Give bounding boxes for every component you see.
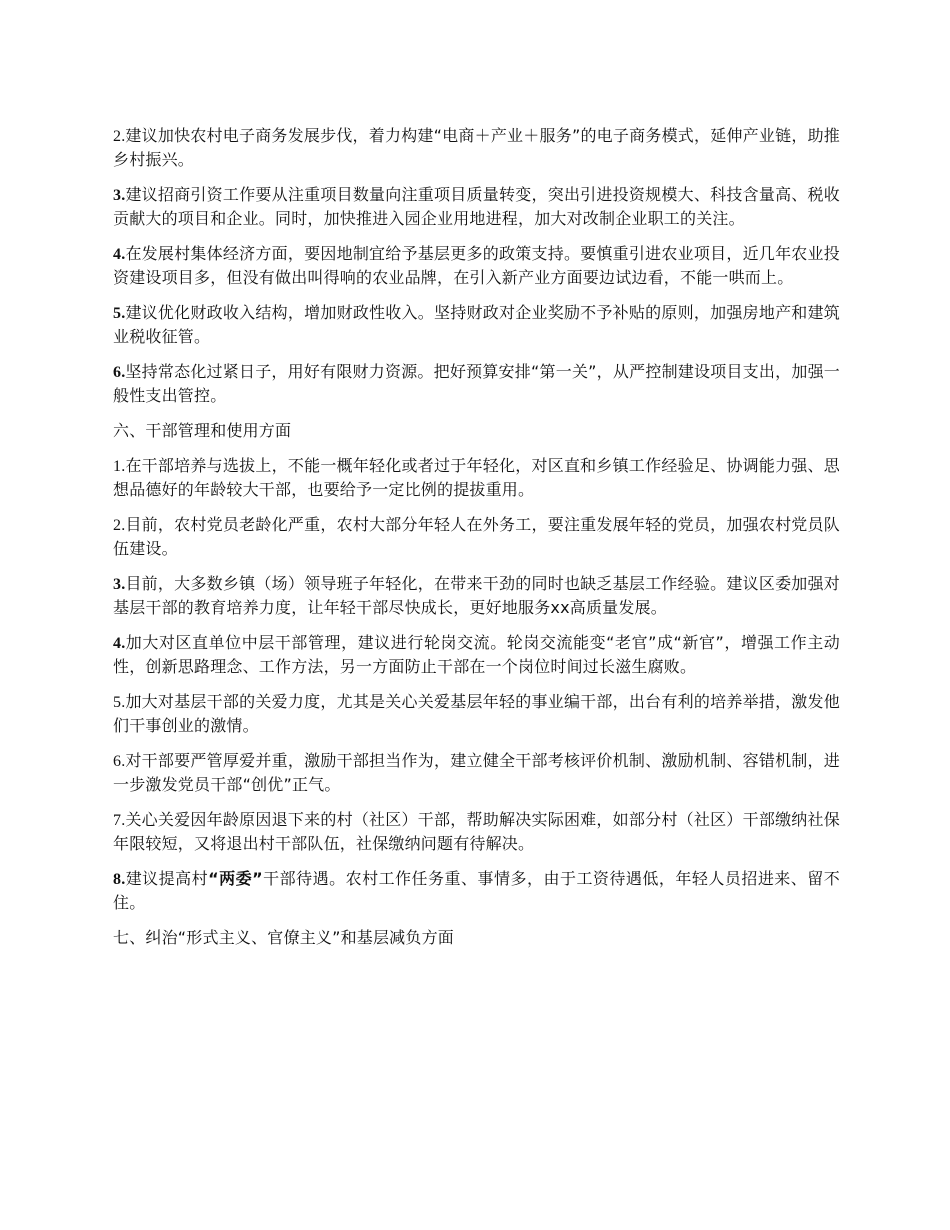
paragraph-text-emphasis: “两委” xyxy=(208,869,263,888)
section6-item-5 xyxy=(113,690,840,737)
paragraph-text: 对干部要严管厚爱并重，激励干部担当作为，建立健全干部考核评价机制、激励机制、容错机制，进一步激发党员干部“创优”正气。 xyxy=(113,751,840,794)
item-number: 3. xyxy=(113,576,126,593)
paragraph-text: 加大对区直单位中层干部管理，建议进行轮岗交流。轮岗交流能变“老官”成“新官”，增强工作主动性，创新思路理念、工作方法，另一方面防止干部在一个岗位时间过长滋生腐败。 xyxy=(113,633,840,676)
paragraph-text: 目前，农村党员老龄化严重，农村大部分年轻人在外务工，要注重发展年轻的党员，加强农村党员队伍建设。 xyxy=(113,515,840,558)
item-number: 4. xyxy=(113,246,126,263)
document-page xyxy=(113,124,840,961)
item-number: 4. xyxy=(113,635,126,652)
paragraph-3 xyxy=(113,183,840,230)
item-number: 7. xyxy=(113,812,126,829)
item-number: 3. xyxy=(113,187,126,204)
item-number: 5. xyxy=(113,305,126,322)
item-number: 6. xyxy=(113,364,126,381)
section6-item-2 xyxy=(113,513,840,560)
item-number: 5. xyxy=(113,694,126,711)
section6-item-4 xyxy=(113,631,840,678)
paragraph-text-rest: 干部待遇。农村工作任务重、事情多，由于工资待遇低，年轻人员招进来、留不住。 xyxy=(113,869,840,912)
paragraph-text: 目前，大多数乡镇（场）领导班子年轻化，在带来干劲的同时也缺乏基层工作经验。建议区委加强对基层干部的教育培养力度，让年轻干部尽快成长，更好地服务xx高质量发展。 xyxy=(113,574,840,617)
paragraph-4 xyxy=(113,242,840,289)
paragraph-2 xyxy=(113,124,840,171)
paragraph-text: 在发展村集体经济方面，要因地制宜给予基层更多的政策支持。要慎重引进农业项目，近几年农业投资建设项目多，但没有做出叫得响的农业品牌，在引入新产业方面要边试边看，不能一哄而上。 xyxy=(113,244,840,287)
section-heading-6: 六、干部管理和使用方面 xyxy=(113,421,292,440)
paragraph-text: 坚持常态化过紧日子，用好有限财力资源。把好预算安排“第一关”，从严控制建设项目支出，加强一般性支出管控。 xyxy=(113,362,840,405)
paragraph-5 xyxy=(113,301,840,348)
paragraph-text: 建议加快农村电子商务发展步伐，着力构建“电商＋产业＋服务”的电子商务模式，延伸产业链，助推乡村振兴。 xyxy=(113,126,840,169)
item-number: 2. xyxy=(113,517,126,534)
paragraph-text: 建议优化财政收入结构，增加财政性收入。坚持财政对企业奖励不予补贴的原则，加强房地产和建筑业税收征管。 xyxy=(113,303,840,346)
paragraph-text-prefix: 建议提高村 xyxy=(125,869,209,888)
paragraph-text: 加大对基层干部的关爱力度，尤其是关心关爱基层年轻的事业编干部，出台有利的培养举措，激发他们干事创业的激情。 xyxy=(113,692,840,735)
item-number: 8. xyxy=(113,871,126,888)
section-heading-7: 七、纠治“形式主义、官僚主义”和基层减负方面 xyxy=(113,928,454,947)
paragraph-text: 在干部培养与选拔上，不能一概年轻化或者过于年轻化，对区直和乡镇工作经验足、协调能力强、思想品德好的年龄较大干部，也要给予一定比例的提拔重用。 xyxy=(113,456,840,499)
paragraph-text: 关心关爱因年龄原因退下来的村（社区）干部，帮助解决实际困难，如部分村（社区）干部缴纳社保年限较短，又将退出村干部队伍，社保缴纳问题有待解决。 xyxy=(113,810,840,853)
section6-item-7 xyxy=(113,808,840,855)
section6-item-3 xyxy=(113,572,840,619)
paragraph-6 xyxy=(113,360,840,407)
item-number: 6. xyxy=(113,753,126,770)
section6-item-8 xyxy=(113,867,840,914)
paragraph-text: 建议招商引资工作要从注重项目数量向注重项目质量转变，突出引进投资规模大、科技含量高、税收贡献大的项目和企业。同时，加快推进入园企业用地进程，加大对改制企业职工的关注。 xyxy=(113,185,840,228)
item-number: 2. xyxy=(113,128,126,145)
section6-item-6 xyxy=(113,749,840,796)
item-number: 1. xyxy=(113,458,126,475)
section6-item-1 xyxy=(113,454,840,501)
